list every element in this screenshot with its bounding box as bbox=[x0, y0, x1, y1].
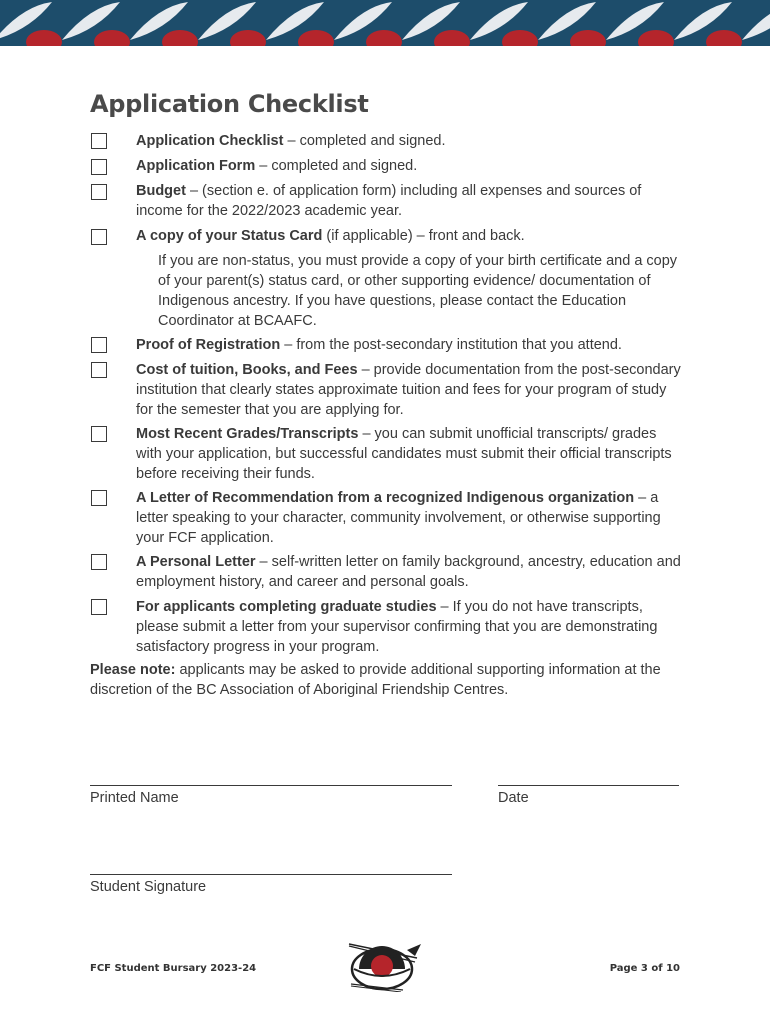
checklist-item: For applicants completing graduate studies – If you do not have transcripts, please submit a letter from your supervisor confirming that you are demonstrating satisfactory progress in your program. bbox=[136, 599, 658, 655]
organization-logo bbox=[345, 936, 425, 992]
checklist-item: Most Recent Grades/Transcripts – you can submit unofficial transcripts/ grades with your application, but successful candidates must submit their official transcripts before receiving their funds. bbox=[136, 426, 672, 482]
signature-line[interactable] bbox=[90, 874, 452, 875]
printed-name-label: Printed Name bbox=[90, 790, 179, 806]
decorative-banner bbox=[0, 0, 770, 46]
printed-name-line[interactable] bbox=[90, 785, 452, 786]
please-note: Please note: applicants may be asked to provide additional supporting information at the discretion of the BC Association of Aboriginal Friendship Centres. bbox=[90, 662, 661, 698]
checklist-item: A Personal Letter – self-written letter on family background, ancestry, education and employment history, and career and personal goals. bbox=[136, 554, 681, 590]
checklist-item: A Letter of Recommendation from a recognized Indigenous organization – a letter speaking to your character, community involvement, or otherwise supporting your FCF application. bbox=[136, 490, 661, 546]
checklist-item: Application Checklist – completed and signed. bbox=[136, 133, 446, 149]
signature-label: Student Signature bbox=[90, 879, 207, 895]
checklist-item: A copy of your Status Card (if applicable) – front and back. bbox=[136, 228, 525, 244]
checkbox-proof-of-registration[interactable] bbox=[91, 337, 107, 353]
checkbox-application-form[interactable] bbox=[91, 159, 107, 175]
checkbox-personal-letter[interactable] bbox=[91, 554, 107, 570]
date-line[interactable] bbox=[498, 785, 679, 786]
checkbox-application-checklist[interactable] bbox=[91, 133, 107, 149]
checklist-item: Application Form – completed and signed. bbox=[136, 158, 418, 174]
checkbox-budget[interactable] bbox=[91, 184, 107, 200]
status-card-note: If you are non-status, you must provide a copy of your birth certificate and a copy of your parent(s) status card, or other supporting evidence/ documentation of Indigenous ancestry. If you have questions, please contact the Education Coordinator at BCAAFC. bbox=[158, 253, 678, 329]
checkbox-tuition-books-fees[interactable] bbox=[91, 362, 107, 378]
footer-title: FCF Student Bursary 2023-24 bbox=[90, 963, 257, 974]
checkbox-status-card[interactable] bbox=[91, 229, 107, 245]
checklist-item: Cost of tuition, Books, and Fees – provide documentation from the post-secondary institution that clearly states approximate tuition and fees for your program of study for the semester that you are applying for. bbox=[136, 362, 681, 418]
date-label: Date bbox=[498, 790, 529, 806]
checklist-item: Budget – (section e. of application form) including all expenses and sources of income for the 2022/2023 academic year. bbox=[136, 183, 642, 219]
page-title: Application Checklist bbox=[90, 90, 369, 118]
checkbox-graduate-studies[interactable] bbox=[91, 599, 107, 615]
page-number: Page 3 of 10 bbox=[609, 963, 680, 974]
checkbox-grades-transcripts[interactable] bbox=[91, 426, 107, 442]
checkbox-letter-of-recommendation[interactable] bbox=[91, 490, 107, 506]
checklist-item: Proof of Registration – from the post-secondary institution that you attend. bbox=[136, 337, 622, 353]
